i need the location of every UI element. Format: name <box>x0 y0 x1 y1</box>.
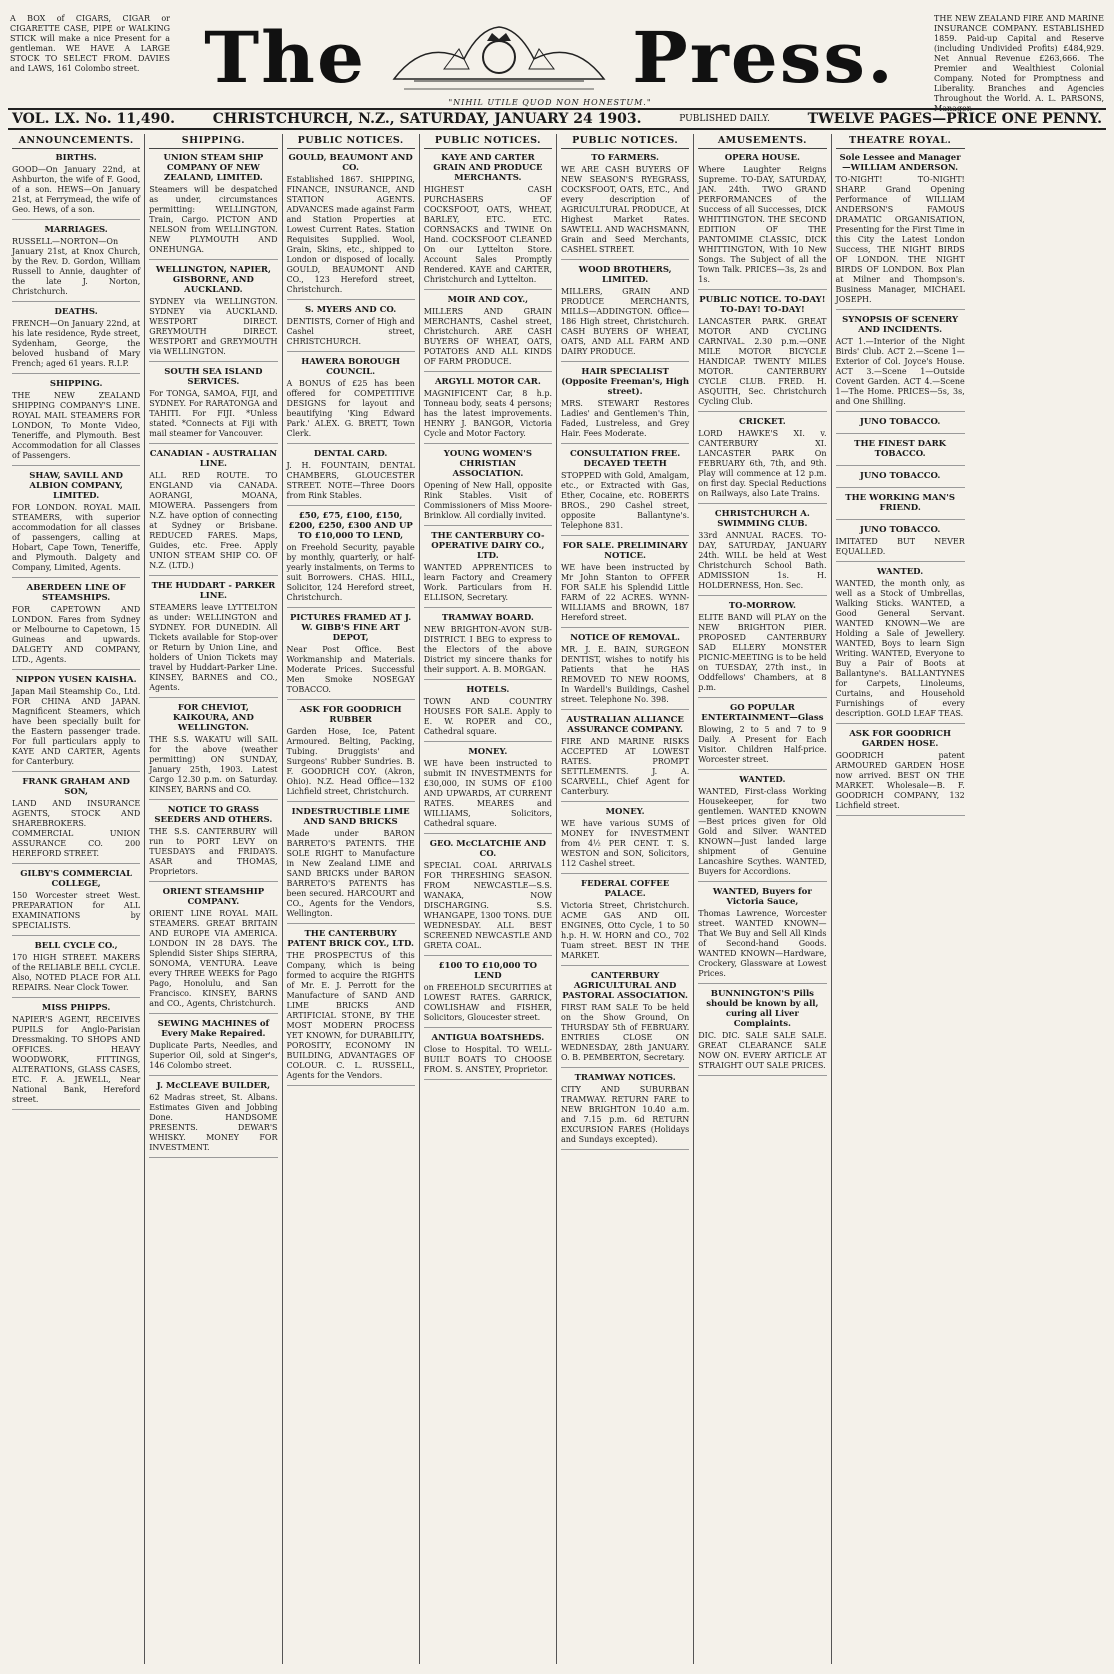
column-heading: SHIPPING. <box>149 136 277 149</box>
advert-heading: WOOD BROTHERS, LIMITED. <box>578 265 672 285</box>
advert-item <box>12 941 140 998</box>
advert-body: WE have various SUMS of MONEY for INVESTMENT from 4½ PER CENT. T. S. WESTON and SON, Solicitors, 112 Cashel street. <box>561 819 690 868</box>
advert-item <box>149 1081 277 1158</box>
advert-item <box>424 685 552 742</box>
advert-body: Opening of New Hall, opposite Rink Stables. Visit of Commissioners of Miss Moore-Brinklow. All cordially invited. <box>423 481 552 520</box>
advert-body: GOOD—On January 22nd, at Ashburton, the wife of F. Good, of a son. HEWS—On January 21st, at Ferrymead, the wife of Geo. Hews, of a son. <box>12 165 141 214</box>
advert-heading: THE CANTERBURY PATENT BRICK COY., LTD. <box>287 929 414 949</box>
advert-item <box>149 449 277 576</box>
advert-heading: AUSTRALIAN ALLIANCE ASSURANCE COMPANY. <box>566 715 684 735</box>
advert-item <box>12 1003 140 1110</box>
advert-item <box>424 839 552 956</box>
column-heading: PUBLIC NOTICES. <box>561 136 689 149</box>
advert-body: FIRE AND MARINE RISKS ACCEPTED AT LOWEST RATES. PROMPT SETTLEMENTS. J. A. SCARVELL, Chief Agent for Canterbury. <box>561 737 690 796</box>
advert-heading: THE HUDDART - PARKER LINE. <box>151 581 276 601</box>
advert-heading: THE WORKING MAN'S FRIEND. <box>845 493 955 513</box>
advert-heading: THE CANTERBURY CO-OPERATIVE DAIRY CO., LTD. <box>431 531 545 561</box>
advert-item <box>836 315 965 412</box>
advert-heading: Sole Lessee and Manager—WILLIAM ANDERSON. <box>839 153 961 173</box>
advert-item <box>12 153 140 220</box>
column-3 <box>283 134 420 1664</box>
advert-item <box>698 153 826 290</box>
advert-body: WE have been instructed to submit IN INVESTMENTS for £30,000, IN SUMS OF £100 AND UPWARDS, AT CURRENT RATES. MEARES and WILLIAMS, Solicitors, Cathedral square. <box>423 759 552 828</box>
advert-heading: BIRTHS. <box>55 153 97 163</box>
advert-heading: PUBLIC NOTICE. TO-DAY! TO-DAY! TO-DAY! <box>699 295 826 315</box>
advert-heading: JUNO TOBACCO. <box>859 471 941 481</box>
advert-item <box>836 471 965 488</box>
advert-item <box>287 807 415 924</box>
advert-item <box>561 807 689 874</box>
advert-item <box>149 805 277 882</box>
advert-heading: MONEY. <box>468 747 508 757</box>
advert-item <box>12 307 140 374</box>
advert-item <box>287 511 415 608</box>
advert-heading: WANTED, Buyers for Victoria Sauce, <box>712 887 812 907</box>
advert-heading: MONEY. <box>605 807 645 817</box>
advert-item <box>12 225 140 302</box>
advert-body: 33rd ANNUAL RACES. TO-DAY, SATURDAY, JANUARY 24th. WILL be held at West Christchurch School Bath. ADMISSION 1s. H. HOLDERNESS, Hon. Sec. <box>698 531 827 590</box>
advert-body: Blowing, 2 to 5 and 7 to 9 Daily. A Present for Each Visitor. Children Half-price. Worcester street. <box>698 725 827 764</box>
advert-item <box>12 583 140 670</box>
advert-body: ALL RED ROUTE. TO ENGLAND via CANADA. AORANGI, MOANA, MIOWERA. Passengers from N.Z. have option of connecting at Sydney or Brisbane. REDUCED FARES. Maps, Guides, etc. Free. Apply UNION STEAM SHIP CO. OF N.Z. (LTD.) <box>149 471 278 570</box>
advert-body: TO-NIGHT! TO-NIGHT! SHARP. Grand Opening Performance of WILLIAM ANDERSON'S FAMOUS DRAMATIC ORGANISATION, Presenting for the First Time in this City the Latest London Success, THE NIGHT BIRDS OF LONDON. THE NIGHT BIRDS OF LONDON. Box Plan at Milner and Thompson's. Business Manager, MICHAEL JOSEPH. <box>835 175 965 304</box>
advert-heading: TO-MORROW. <box>728 601 796 611</box>
advert-item <box>424 531 552 608</box>
masthead <box>0 0 1114 118</box>
advert-body: STEAMERS leave LYTTELTON as under: WELLINGTON and SYDNEY. FOR DUNEDIN. All Tickets available for Stop-over or Return by Union Line, and holders of Union Tickets may travel by Huddart-Parker Line. KINSEY, BARNES and CO., Agents. <box>149 603 278 692</box>
advert-heading: HAIR SPECIALIST (Opposite Freeman's, High street). <box>561 367 690 397</box>
advert-body: RUSSELL—NORTON—On January 21st, at Knox Church, by the Rev. D. Gordon, William Russell to Annie, daughter of the late J. Norton, Christchurch. <box>12 237 141 296</box>
advert-item <box>561 153 689 260</box>
advert-body: FOR CAPETOWN AND LONDON. Fares from Sydney or Melbourne to Capetown, 15 Guineas and upwards. DALGETY AND COMPANY, LTD., Agents. <box>12 605 141 664</box>
advert-body: 62 Madras street, St. Albans. Estimates Given and Jobbing Done. HANDSOME PRESENTS. DEWAR'S WHISKY. MONEY FOR INVESTMENT. <box>149 1093 278 1152</box>
advert-item <box>287 449 415 506</box>
advert-heading: WELLINGTON, NAPIER, GISBORNE, AND AUCKLAND. <box>155 265 271 295</box>
advert-body: THE S.S. WAKATU will SAIL for the above (weather permitting) ON SUNDAY, January 25th, 1903. Latest Cargo 12.30 p.m. on Saturday. KINSEY, BARNS and CO. <box>149 735 278 794</box>
advert-item <box>424 377 552 444</box>
advert-body: WANTED, the month only, as well as a Stock of Umbrellas, Walking Sticks. WANTED, a Good General Servant. WANTED KNOWN—We are Holding a Sale of Jewellery. WANTED, Boys to learn Sign Writing. WANTED, Everyone to Buy a Pair of Boots at Ballantyne's. BALLANTYNES for Carpets, Linoleums, Curtains, and Household Furnishings of every description. GOLD LEAF TEAS. <box>835 579 965 718</box>
advert-item <box>698 601 826 698</box>
publication-frequency: PUBLISHED DAILY. <box>679 114 770 124</box>
advert-item <box>287 305 415 352</box>
advert-heading: SHIPPING. <box>49 379 103 389</box>
advert-body: MAGNIFICENT Car, 8 h.p. Tonneau body, seats 4 persons; has the latest improvements. HENRY J. BANGOR, Victoria Cycle and Motor Factory. <box>423 389 552 438</box>
advert-heading: FOR CHEVIOT, KAIKOURA, AND WELLINGTON. <box>172 703 254 733</box>
advert-item <box>836 493 965 520</box>
advert-item <box>561 879 689 966</box>
advert-body: Duplicate Parts, Needles, and Superior Oil, sold at Singer's, 146 Colombo street. <box>149 1041 278 1070</box>
advert-heading: NOTICE TO GRASS SEEDERS AND OTHERS. <box>154 805 273 825</box>
advert-heading: £100 TO £10,000 TO LEND <box>438 961 538 981</box>
advert-body: 170 HIGH STREET. MAKERS of the RELIABLE BELL CYCLE. Also, NOTED PLACE FOR ALL REPAIRS. Near Clock Tower. <box>12 953 141 992</box>
advert-heading: KAYE AND CARTER GRAIN AND PRODUCE MERCHANTS. <box>433 153 543 183</box>
advert-heading: OPERA HOUSE. <box>724 153 801 163</box>
advert-heading: ABERDEEN LINE OF STEAMSHIPS. <box>26 583 126 603</box>
advert-body: TOWN AND COUNTRY HOUSES FOR SALE. Apply to E. W. ROPER and CO., Cathedral square. <box>423 697 552 736</box>
advert-heading: WANTED. <box>877 567 924 577</box>
advert-body: GOODRICH patent ARMOURED GARDEN HOSE now arrived. BEST ON THE MARKET. Wholesale—B. F. GOODRICH COMPANY, 132 Lichfield street. <box>835 751 965 810</box>
advert-heading: NOTICE OF REMOVAL. <box>570 633 680 643</box>
advert-item <box>149 887 277 1014</box>
advert-body: ACT 1.—Interior of the Night Birds' Club. ACT 2.—Scene 1—Exterior of Col. Joyce's House. ACT 3.—Scene 1—Outside Covent Garden. ACT 4.—Scene 1—The Home. PRICES—5s, 3s, and One Shilling. <box>835 337 965 406</box>
advert-body: Steamers will be despatched as under, circumstances permitting: WELLINGTON, Train, Cargo. PICTON AND NELSON from WELLINGTON. NEW PLYMOUTH AND ONEHUNGA. <box>149 185 278 254</box>
advert-heading: ASK FOR GOODRICH GARDEN HOSE. <box>849 729 952 749</box>
price: TWELVE PAGES—PRICE ONE PENNY. <box>807 111 1102 127</box>
advert-item <box>561 449 689 536</box>
advert-item <box>149 367 277 444</box>
advert-body: FOR LONDON. ROYAL MAIL STEAMERS, with superior accommodation for all classes of passengers, calling at Hobart, Cape Town, Teneriffe, and Plymouth. Dalgety and Company, Limited, Agents. <box>12 503 141 572</box>
advert-body: DIC. DIC. SALE SALE SALE. GREAT CLEARANCE SALE NOW ON. EVERY ARTICLE AT STRAIGHT OUT SALE PRICES. <box>698 1031 827 1070</box>
advert-body: WE have been instructed by Mr John Stanton to OFFER FOR SALE his Splendid Little FARM of 22 ACRES. WYNN-WILLIAMS and BROWN, 187 Hereford street. <box>561 563 690 622</box>
advert-item <box>424 295 552 372</box>
advert-body: HIGHEST CASH PURCHASERS OF COCKSFOOT, OATS, WHEAT, BARLEY, ETC. ETC. CORNSACKS and TWINE On Hand. COCKSFOOT CLEANED On our Lyttelton Store. Account Sales Promptly Rendered. KAYE and CARTER, Christchurch and Lyttelton. <box>423 185 552 284</box>
advert-heading: SHAW, SAVILL AND ALBION COMPANY, LIMITED. <box>29 471 124 501</box>
advert-heading: TRAMWAY BOARD. <box>441 613 534 623</box>
volume-number: VOL. LX. No. 11,490. <box>12 111 175 127</box>
advert-item <box>698 989 826 1076</box>
advert-heading: HOTELS. <box>466 685 510 695</box>
advert-body: A BONUS of £25 has been offered for COMPETITIVE DESIGNS for layout and beautifying 'King Edward Park.' ALEX. G. BRETT, Town Clerk. <box>286 379 415 438</box>
advert-heading: MISS PHIPPS. <box>41 1003 111 1013</box>
advert-heading: NIPPON YUSEN KAISHA. <box>15 675 137 685</box>
dateline <box>8 108 1106 130</box>
advert-item <box>561 971 689 1068</box>
column-4 <box>420 134 557 1664</box>
title-block <box>170 18 929 98</box>
advert-heading: FOR SALE. PRELIMINARY NOTICE. <box>562 541 688 561</box>
column-7 <box>832 134 969 1664</box>
column-heading: PUBLIC NOTICES. <box>424 136 552 149</box>
advert-heading: GO POPULAR ENTERTAINMENT—Glass <box>701 703 824 723</box>
column-heading: AMUSEMENTS. <box>698 136 826 149</box>
advert-item <box>698 703 826 770</box>
advert-item <box>12 379 140 466</box>
advert-heading: CANTERBURY AGRICULTURAL AND PASTORAL ASSOCIATION. <box>562 971 688 1001</box>
advert-body: THE S.S. CANTERBURY will run to PORT LEVY on TUESDAYS and FRIDAYS. ASAR and THOMAS, Proprietors. <box>149 827 278 876</box>
advert-heading: BELL CYCLE CO., <box>34 941 118 951</box>
advert-heading: £50, £75, £100, £150, £200, £250, £300 AND UP TO £10,000 TO LEND, <box>288 511 413 541</box>
advert-heading: SYNOPSIS OF SCENERY AND INCIDENTS. <box>842 315 959 335</box>
advert-body: Where Laughter Reigns Supreme. TO-DAY, SATURDAY, JAN. 24th. TWO GRAND PERFORMANCES of the Success of all Successes, DICK WHITTINGTON. THE SECOND EDITION OF THE PANTOMIME CLASSIC, DICK WHITTINGTON, With 10 New Songs. The Subject of all the Town Talk. PRICES—3s, 2s and 1s. <box>698 165 827 284</box>
advert-heading: JUNO TOBACCO. <box>859 525 941 535</box>
advert-item <box>561 367 689 444</box>
advert-item <box>836 567 965 724</box>
column-1 <box>8 134 145 1664</box>
advert-body: MRS. STEWART Restores Ladies' and Gentlemen's Thin, Faded, Lustreless, and Grey Hair. Fees Moderate. <box>561 399 690 438</box>
advert-heading: WANTED. <box>739 775 786 785</box>
advert-heading: DEATHS. <box>54 307 98 317</box>
advert-heading: TO FARMERS. <box>591 153 659 163</box>
advert-item <box>149 265 277 362</box>
advert-heading: CANADIAN - AUSTRALIAN LINE. <box>149 449 278 469</box>
advert-body: LORD HAWKE'S XI. v. CANTERBURY XI. LANCASTER PARK On FEBRUARY 6th, 7th, and 9th. Play will commence at 12 p.m. on first day. Special Reductions on Railways, also Late Trains. <box>698 429 827 498</box>
advert-item <box>424 747 552 834</box>
advert-item <box>698 295 826 412</box>
advert-item <box>424 961 552 1028</box>
advert-heading: GILBY'S COMMERCIAL COLLEGE, <box>20 869 133 889</box>
advert-item <box>698 417 826 504</box>
advert-item <box>424 449 552 526</box>
advert-item <box>561 541 689 628</box>
title-word-right: Press. <box>632 17 895 99</box>
advert-heading: ORIENT STEAMSHIP COMPANY. <box>162 887 265 907</box>
advert-heading: THE FINEST DARK TOBACCO. <box>854 439 947 459</box>
advert-body: SPECIAL COAL ARRIVALS FOR THRESHING SEASON. FROM NEWCASTLE—S.S. WANAKA, NOW DISCHARGING. S.S. WHANGAPE, 1300 TONS. DUE WEDNESDAY. ALL BEST SCREENED NEWCASTLE AND GRETA COAL. <box>423 861 552 950</box>
advert-item <box>698 887 826 984</box>
advert-item <box>836 439 965 466</box>
advert-body: FRENCH—On January 22nd, at his late residence, Ryde street, Sydenham, George, the beloved husband of Mary French; aged 61 years. R.I.P. <box>12 319 141 368</box>
column-6 <box>694 134 831 1664</box>
advert-body: MILLERS AND GRAIN MERCHANTS, Cashel street, Christchurch. ARE CASH BUYERS OF WHEAT, OATS, POTATOES AND ALL KINDS OF FARM PRODUCE. <box>423 307 552 366</box>
advert-body: THE NEW ZEALAND SHIPPING COMPANY'S LINE. ROYAL MAIL STEAMERS FOR LONDON, To Monte Video, Teneriffe, and Plymouth. Best Accommodation for all Classes of Passengers. <box>12 391 141 460</box>
advert-heading: UNION STEAM SHIP COMPANY OF NEW ZEALAND, LIMITED. <box>163 153 264 183</box>
advert-heading: FEDERAL COFFEE PALACE. <box>581 879 670 899</box>
advert-body: For TONGA, SAMOA, FIJI, and SYDNEY. For RARATONGA and TAHITI. For FIJI. *Unless stated. *Connects at Fiji with mail steamer for Vancouver. <box>149 389 278 438</box>
title-word-left: The <box>204 17 367 99</box>
advert-item <box>287 613 415 700</box>
advert-item <box>698 509 826 596</box>
advert-heading: TRAMWAY NOTICES. <box>574 1073 676 1083</box>
advert-body: Victoria Street, Christchurch. ACME GAS AND OIL ENGINES, Otto Cycle, 1 to 50 h.p. H. W. HORN and CO., 702 Tuam street. BEST IN THE MARKET. <box>561 901 690 960</box>
column-2 <box>145 134 282 1664</box>
advert-item <box>561 1073 689 1150</box>
advert-body: IMITATED BUT NEVER EQUALLED. <box>835 537 965 556</box>
advert-item <box>561 265 689 362</box>
advert-body: DENTISTS, Corner of High and Cashel street, CHRISTCHURCH. <box>286 317 415 346</box>
advert-body: CITY AND SUBURBAN TRAMWAY. RETURN FARE to NEW BRIGHTON 10.40 a.m. and 7.15 p.m. 6d RETURN EXCURSION FARES (Holidays and Sundays excepted). <box>561 1085 690 1144</box>
advert-heading: GOULD, BEAUMONT AND CO. <box>288 153 413 173</box>
advert-body: on Freehold Security, payable by monthly, quarterly, or half-yearly instalments, on Terms to suit Borrowers. CHAS. HILL, Solicitor, 124 Hereford street, Christchurch. <box>286 543 415 602</box>
advert-heading: HAWERA BOROUGH COUNCIL. <box>301 357 400 377</box>
advert-item <box>561 633 689 710</box>
advert-item <box>836 525 965 562</box>
advert-heading: JUNO TOBACCO. <box>859 417 941 427</box>
advert-heading: MARRIAGES. <box>44 225 108 235</box>
advert-body: Thomas Lawrence, Worcester street. WANTED KNOWN—That We Buy and Sell All Kinds of Second-hand Goods. WANTED KNOWN—Hardware, Crockery, Glassware at Lowest Prices. <box>698 909 827 978</box>
advert-body: on FREEHOLD SECURITIES at LOWEST RATES. GARRICK, COWLISHAW and FISHER, Solicitors, Gloucester street. <box>423 983 552 1022</box>
advert-heading: INDESTRUCTIBLE LIME AND SAND BRICKS <box>291 807 410 827</box>
advert-item <box>424 1033 552 1080</box>
advert-item <box>424 613 552 680</box>
advert-heading: J. McCLEAVE BUILDER, <box>156 1081 271 1091</box>
advert-heading: ARGYLL MOTOR CAR. <box>434 377 541 387</box>
advert-body: ORIENT LINE ROYAL MAIL STEAMERS. GREAT BRITAIN AND EUROPE VIA AMERICA. LONDON IN 28 DAYS. The Splendid Sister Ships SIERRA, SONOMA, VENTURA. Leave every THREE WEEKS for Pago Pago, Honolulu, and San Francisco. KINSEY, BARNS and CO., Agents, Christchurch. <box>149 909 278 1008</box>
advert-heading: GEO. McCLATCHIE AND CO. <box>429 839 547 859</box>
advert-heading: DENTAL CARD. <box>313 449 388 459</box>
advert-heading: CRICKET. <box>739 417 786 427</box>
issue-date: CHRISTCHURCH, N.Z., SATURDAY, JANUARY 24 1903. <box>212 111 642 127</box>
advert-body: MILLERS, GRAIN AND PRODUCE MERCHANTS, MILLS—ADDINGTON. Office—186 High street, Christchurch. CASH BUYERS OF WHEAT, OATS, AND ALL FARM AND DAIRY PRODUCE. <box>561 287 690 356</box>
advert-body: LAND AND INSURANCE AGENTS, STOCK AND SHAREBROKERS. COMMERCIAL UNION ASSURANCE CO. 200 HEREFORD STREET. <box>12 799 141 858</box>
advert-body: NAPIER'S AGENT, RECEIVES PUPILS for Anglo-Parisian Dressmaking. TO SHOPS AND OFFICES. HEAVY WOODWORK, FITTINGS, ALTERATIONS, GLASS CASES, ETC. F. A. JEWELL, Near National Bank, Hereford street. <box>12 1015 141 1104</box>
advert-heading: BUNNINGTON'S Pills should be known by all, curing all Liver Complaints. <box>706 989 819 1029</box>
advert-item <box>149 1019 277 1076</box>
advert-item <box>12 869 140 936</box>
right-ear-advert: THE NEW ZEALAND FIRE AND MARINE INSURANCE COMPANY. ESTABLISHED 1859. Paid-up Capital and Reserve (including Undivided Profits) £484,929. Net Annual Revenue £263,666. The Premier and Wealthiest Colonial Company. Noted for Promptness and Liberality. Branches and Agencies Throughout the World. A. L. PARSONS, Manager. <box>934 14 1104 113</box>
advert-heading: YOUNG WOMEN'S CHRISTIAN ASSOCIATION. <box>443 449 532 479</box>
advert-body: Garden Hose, Ice, Patent Armoured. Belting, Packing, Tubing. Druggists' and Surgeons' Rubber Sundries. B. F. GOODRICH COY. (Akron, Ohio). N.Z. Head Office—132 Lichfield street, Christchurch. <box>286 727 415 796</box>
advert-heading: S. MYERS AND CO. <box>305 305 397 315</box>
advert-body: 150 Worcester street West. PREPARATION for ALL EXAMINATIONS by SPECIALISTS. <box>12 891 141 930</box>
columns <box>8 134 1106 1664</box>
advert-heading: MOIR AND COY., <box>447 295 529 305</box>
advert-body: Close to Hospital. TO WELL-BUILT BOATS TO CHOOSE FROM. S. ANSTEY, Proprietor. <box>423 1045 552 1074</box>
motto: "NIHIL UTILE QUOD NON HONESTUM." <box>448 98 652 107</box>
advert-item <box>12 471 140 578</box>
advert-body: Near Post Office. Best Workmanship and Materials. Moderate Prices. Successful Men Smoke NOSEGAY TOBACCO. <box>286 645 415 694</box>
advert-item <box>149 703 277 800</box>
advert-body: LANCASTER PARK. GREAT MOTOR AND CYCLING CARNIVAL. 2.30 p.m.—ONE MILE MOTOR BICYCLE HANDICAP. TWENTY MILES MOTOR. CANTERBURY CYCLE CLUB. FRED. H. ASQUITH, Sec. Christchurch Cycling Club. <box>698 317 827 406</box>
advert-item <box>287 705 415 802</box>
advert-item <box>149 153 277 260</box>
advert-body: ELITE BAND will PLAY on the NEW BRIGHTON PIER. PROPOSED CANTERBURY SAD ELLERY MONSTER PICNIC-MEETING is to be held on TUESDAY, 27th inst., in Oddfellows' Chambers, at 8 p.m. <box>698 613 827 692</box>
advert-body: WANTED APPRENTICES to learn Factory and Creamery Work. Particulars from H. ELLISON, Secretary. <box>423 563 552 602</box>
advert-item <box>287 153 415 300</box>
advert-item <box>836 729 965 816</box>
advert-item <box>836 417 965 434</box>
advert-body: J. H. FOUNTAIN, DENTAL CHAMBERS, GLOUCESTER STREET. NOTE—Three Doors from Rink Stables. <box>286 461 415 500</box>
advert-heading: ANTIGUA BOATSHEDS. <box>431 1033 545 1043</box>
column-heading: THEATRE ROYAL. <box>836 136 965 149</box>
advert-body: NEW BRIGHTON-AVON SUB-DISTRICT. I BEG to express to the Electors of the above District my sincere thanks for their support. A. B. MORGAN. <box>423 625 552 674</box>
advert-heading: FRANK GRAHAM AND SON, <box>22 777 130 797</box>
advert-item <box>287 357 415 444</box>
advert-heading: PICTURES FRAMED AT J. W. GIBB'S FINE ART DEPOT, <box>290 613 412 643</box>
advert-item <box>287 929 415 1086</box>
advert-body: SYDNEY via WELLINGTON. SYDNEY via AUCKLAND. WESTPORT DIRECT. GREYMOUTH DIRECT. WESTPORT and GREYMOUTH via WELLINGTON. <box>149 297 278 356</box>
advert-heading: SEWING MACHINES of Every Make Repaired. <box>157 1019 270 1039</box>
advert-body: STOPPED with Gold, Amalgam, etc., or Extracted with Gas, Ether, Cocaine, etc. ROBERTS BROS., 290 Cashel street, opposite Ballantyne's. Telephone 831. <box>561 471 690 530</box>
advert-item <box>424 153 552 290</box>
advert-item <box>12 777 140 864</box>
column-5 <box>557 134 694 1664</box>
left-ear-advert: A BOX of CIGARS, CIGAR or CIGARETTE CASE, PIPE or WALKING STICK will make a nice Present for a gentleman. WE HAVE A LARGE STOCK TO SELECT FROM. DAVIES and LAWS, 161 Colombo street. <box>10 14 170 73</box>
crest-icon <box>384 19 614 97</box>
advert-body: WE ARE CASH BUYERS OF NEW SEASON'S RYEGRASS, COCKSFOOT, OATS, ETC., And every description of AGRICULTURAL PRODUCE, At Highest Market Rates. SAWTELL AND WACHSMANN, Grain and Seed Merchants, CASHEL STREET. <box>561 165 690 254</box>
advert-body: Japan Mail Steamship Co., Ltd. FOR CHINA AND JAPAN. Magnificent Steamers, which have been specially built for the Eastern passenger trade. For full particulars apply to KAYE AND CARTER, Agents for Canterbury. <box>12 687 141 766</box>
advert-item <box>12 675 140 772</box>
advert-heading: CHRISTCHURCH A. SWIMMING CLUB. <box>714 509 810 529</box>
advert-body: MR. J. E. BAIN, SURGEON DENTIST, wishes to notify his Patients that he HAS REMOVED TO NEW ROOMS, In Wardell's Buildings, Cashel street. Telephone No. 398. <box>561 645 690 704</box>
column-heading: ANNOUNCEMENTS. <box>12 136 140 149</box>
advert-body: THE PROSPECTUS of this Company, which is being formed to acquire the RIGHTS of Mr. E. J. Perrott for the Manufacture of SAND AND LIME BRICKS AND ARTIFICIAL STONE, BY THE MOST MODERN PROCESS YET KNOWN, for DURABILITY, POROSITY, ECONOMY IN BUILDING, ADVANTAGES OF COLOUR. C. L. RUSSELL, Agents for the Vendors. <box>286 951 415 1080</box>
advert-item <box>836 153 965 310</box>
advert-body: FIRST RAM SALE To be held on the Show Ground, On THURSDAY 5th of FEBRUARY. ENTRIES CLOSE ON WEDNESDAY, 28th JANUARY. O. B. PEMBERTON, Secretary. <box>561 1003 690 1062</box>
advert-item <box>698 775 826 882</box>
advert-item <box>149 581 277 698</box>
advert-body: Made under BARON BARRETO'S PATENTS. THE SOLE RIGHT to Manufacture in New Zealand LIME and SAND BRICKS under BARON BARRETO'S PATENTS has been secured. HARCOURT and CO., Agents for the Vendors, Wellington. <box>286 829 415 918</box>
advert-body: Established 1867. SHIPPING, FINANCE, INSURANCE, AND STATION AGENTS. ADVANCES made against Farm and Station Properties at Lowest Current Rates. Station Requisites Supplied. Wool, Grain, Skins, etc., shipped to London or disposed of locally. GOULD, BEAUMONT AND CO., 123 Hereford street, Christchurch. <box>286 175 415 294</box>
advert-body: WANTED, First-class Working Housekeeper, for two gentlemen. WANTED KNOWN—Best prices given for Old Gold and Silver. WANTED KNOWN—Just landed large shipment of Genuine Lancashire Scythes. WANTED, Buyers for Accordions. <box>698 787 827 876</box>
column-heading: PUBLIC NOTICES. <box>287 136 415 149</box>
advert-item <box>561 715 689 802</box>
advert-heading: SOUTH SEA ISLAND SERVICES. <box>164 367 263 387</box>
advert-heading: CONSULTATION FREE. DECAYED TEETH <box>570 449 681 469</box>
advert-heading: ASK FOR GOODRICH RUBBER <box>299 705 402 725</box>
